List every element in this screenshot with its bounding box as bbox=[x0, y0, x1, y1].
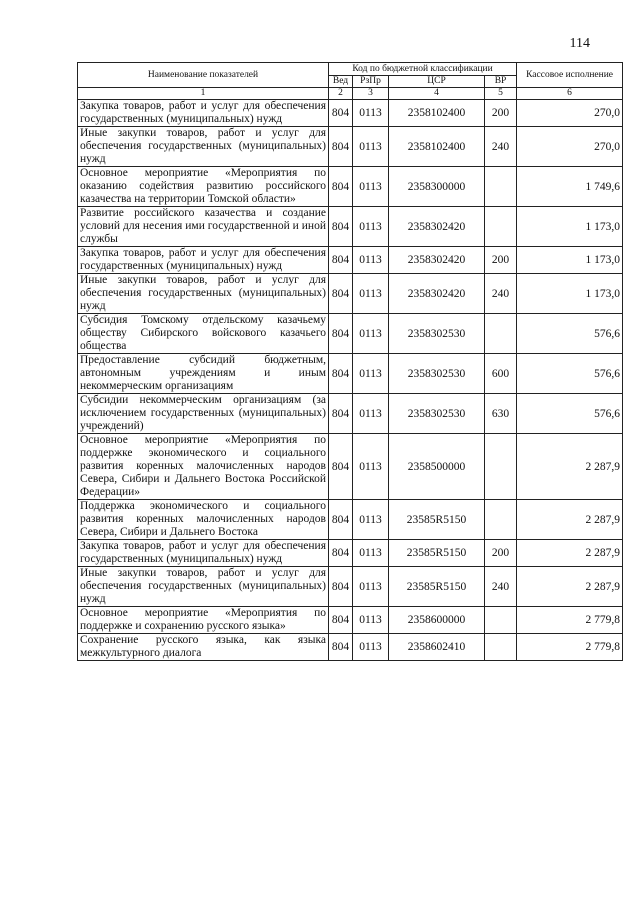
table-row bbox=[78, 207, 623, 247]
row-vr-cell bbox=[485, 207, 517, 247]
row-vr-cell: 240 bbox=[485, 127, 517, 167]
row-rzpr-cell: 0113 bbox=[353, 207, 389, 247]
row-rzpr-cell: 0113 bbox=[353, 127, 389, 167]
row-rzpr-cell: 0113 bbox=[353, 394, 389, 434]
table-row bbox=[78, 607, 623, 634]
row-csr-cell: 2358102400 bbox=[389, 127, 485, 167]
row-name-cell: Основное мероприятие «Мероприятия по поддержке экономического и социального развития коренных малочисленных народов Севера, Сибири и Дальнего Востока Российской Федерации» bbox=[78, 434, 329, 500]
header-name: Наименование показателей bbox=[78, 63, 329, 88]
header-cash-execution: Кассовое исполнение bbox=[517, 63, 623, 88]
row-amount-cell: 2 287,9 bbox=[517, 540, 623, 567]
header-vr: ВР bbox=[485, 76, 517, 88]
row-amount-cell: 2 779,8 bbox=[517, 607, 623, 634]
row-vr-cell: 200 bbox=[485, 100, 517, 127]
row-vr-cell: 200 bbox=[485, 247, 517, 274]
row-csr-cell: 2358600000 bbox=[389, 607, 485, 634]
row-rzpr-cell: 0113 bbox=[353, 354, 389, 394]
row-vr-cell: 630 bbox=[485, 394, 517, 434]
column-number: 3 bbox=[353, 88, 389, 100]
table-row bbox=[78, 127, 623, 167]
row-ved-cell: 804 bbox=[329, 540, 353, 567]
row-csr-cell: 2358300000 bbox=[389, 167, 485, 207]
row-vr-cell bbox=[485, 607, 517, 634]
row-ved-cell: 804 bbox=[329, 127, 353, 167]
budget-table bbox=[77, 62, 623, 661]
row-csr-cell: 2358602410 bbox=[389, 634, 485, 661]
row-rzpr-cell: 0113 bbox=[353, 247, 389, 274]
row-rzpr-cell: 0113 bbox=[353, 167, 389, 207]
row-csr-cell: 2358500000 bbox=[389, 434, 485, 500]
row-rzpr-cell: 0113 bbox=[353, 274, 389, 314]
row-ved-cell: 804 bbox=[329, 274, 353, 314]
column-number: 1 bbox=[78, 88, 329, 100]
row-amount-cell: 576,6 bbox=[517, 354, 623, 394]
row-vr-cell bbox=[485, 634, 517, 661]
table-row bbox=[78, 354, 623, 394]
row-ved-cell: 804 bbox=[329, 434, 353, 500]
row-vr-cell bbox=[485, 167, 517, 207]
row-amount-cell: 1 749,6 bbox=[517, 167, 623, 207]
row-rzpr-cell: 0113 bbox=[353, 434, 389, 500]
row-vr-cell: 600 bbox=[485, 354, 517, 394]
table-row bbox=[78, 634, 623, 661]
table-body bbox=[78, 100, 623, 661]
row-ved-cell: 804 bbox=[329, 354, 353, 394]
table-row bbox=[78, 274, 623, 314]
row-rzpr-cell: 0113 bbox=[353, 500, 389, 540]
row-ved-cell: 804 bbox=[329, 394, 353, 434]
header-budget-code: Код по бюджетной классификации bbox=[329, 63, 517, 76]
row-vr-cell bbox=[485, 434, 517, 500]
table-row bbox=[78, 567, 623, 607]
row-amount-cell: 270,0 bbox=[517, 100, 623, 127]
row-name-cell: Поддержка экономического и социального развития коренных малочисленных народов Севера, Сибири и Дальнего Востока bbox=[78, 500, 329, 540]
row-csr-cell: 2358302420 bbox=[389, 274, 485, 314]
row-name-cell: Субсидии некоммерческим организациям (за исключением государственных (муниципальных) учреждений) bbox=[78, 394, 329, 434]
row-name-cell: Закупка товаров, работ и услуг для обеспечения государственных (муниципальных) нужд bbox=[78, 100, 329, 127]
row-ved-cell: 804 bbox=[329, 167, 353, 207]
row-vr-cell bbox=[485, 500, 517, 540]
row-rzpr-cell: 0113 bbox=[353, 634, 389, 661]
row-rzpr-cell: 0113 bbox=[353, 567, 389, 607]
row-amount-cell: 270,0 bbox=[517, 127, 623, 167]
table-row bbox=[78, 394, 623, 434]
row-csr-cell: 2358102400 bbox=[389, 100, 485, 127]
table-row bbox=[78, 167, 623, 207]
row-rzpr-cell: 0113 bbox=[353, 314, 389, 354]
row-csr-cell: 23585R5150 bbox=[389, 567, 485, 607]
row-vr-cell: 240 bbox=[485, 567, 517, 607]
row-ved-cell: 804 bbox=[329, 634, 353, 661]
row-name-cell: Закупка товаров, работ и услуг для обеспечения государственных (муниципальных) нужд bbox=[78, 540, 329, 567]
row-ved-cell: 804 bbox=[329, 100, 353, 127]
row-csr-cell: 23585R5150 bbox=[389, 500, 485, 540]
column-number: 4 bbox=[389, 88, 485, 100]
row-name-cell: Субсидия Томскому отдельскому казачьему обществу Сибирского войскового казачьего общества bbox=[78, 314, 329, 354]
row-rzpr-cell: 0113 bbox=[353, 540, 389, 567]
row-vr-cell bbox=[485, 314, 517, 354]
row-name-cell: Основное мероприятие «Мероприятия по поддержке и сохранению русского языка» bbox=[78, 607, 329, 634]
row-vr-cell: 200 bbox=[485, 540, 517, 567]
row-name-cell: Иные закупки товаров, работ и услуг для обеспечения государственных (муниципальных) нужд bbox=[78, 127, 329, 167]
row-csr-cell: 2358302530 bbox=[389, 354, 485, 394]
row-amount-cell: 1 173,0 bbox=[517, 247, 623, 274]
row-name-cell: Основное мероприятие «Мероприятия по оказанию содействия развитию российского казачества на территории Томской области» bbox=[78, 167, 329, 207]
row-amount-cell: 1 173,0 bbox=[517, 207, 623, 247]
row-rzpr-cell: 0113 bbox=[353, 100, 389, 127]
page-number: 114 bbox=[569, 36, 590, 51]
header-ved: Вед bbox=[329, 76, 353, 88]
row-amount-cell: 576,6 bbox=[517, 394, 623, 434]
column-number: 5 bbox=[485, 88, 517, 100]
row-ved-cell: 804 bbox=[329, 314, 353, 354]
header-csr: ЦСР bbox=[389, 76, 485, 88]
row-name-cell: Иные закупки товаров, работ и услуг для обеспечения государственных (муниципальных) нужд bbox=[78, 567, 329, 607]
row-ved-cell: 804 bbox=[329, 500, 353, 540]
row-amount-cell: 2 287,9 bbox=[517, 500, 623, 540]
row-csr-cell: 23585R5150 bbox=[389, 540, 485, 567]
column-number: 2 bbox=[329, 88, 353, 100]
table-row bbox=[78, 247, 623, 274]
header-rzpr: РзПр bbox=[353, 76, 389, 88]
row-name-cell: Развитие российского казачества и создание условий для несения ими государственной и иной службы bbox=[78, 207, 329, 247]
row-amount-cell: 2 779,8 bbox=[517, 634, 623, 661]
row-ved-cell: 804 bbox=[329, 607, 353, 634]
table-row bbox=[78, 314, 623, 354]
column-number: 6 bbox=[517, 88, 623, 100]
row-amount-cell: 1 173,0 bbox=[517, 274, 623, 314]
row-csr-cell: 2358302530 bbox=[389, 314, 485, 354]
table-row bbox=[78, 540, 623, 567]
row-name-cell: Сохранение русского языка, как языка межкультурного диалога bbox=[78, 634, 329, 661]
table-row bbox=[78, 100, 623, 127]
row-ved-cell: 804 bbox=[329, 207, 353, 247]
row-name-cell: Закупка товаров, работ и услуг для обеспечения государственных (муниципальных) нужд bbox=[78, 247, 329, 274]
row-name-cell: Предоставление субсидий бюджетным, автономным учреждениям и иным некоммерческим организациям bbox=[78, 354, 329, 394]
table-row bbox=[78, 500, 623, 540]
row-ved-cell: 804 bbox=[329, 247, 353, 274]
row-amount-cell: 2 287,9 bbox=[517, 567, 623, 607]
row-csr-cell: 2358302420 bbox=[389, 247, 485, 274]
row-csr-cell: 2358302530 bbox=[389, 394, 485, 434]
table-row bbox=[78, 434, 623, 500]
row-amount-cell: 2 287,9 bbox=[517, 434, 623, 500]
row-csr-cell: 2358302420 bbox=[389, 207, 485, 247]
row-vr-cell: 240 bbox=[485, 274, 517, 314]
row-amount-cell: 576,6 bbox=[517, 314, 623, 354]
row-name-cell: Иные закупки товаров, работ и услуг для обеспечения государственных (муниципальных) нужд bbox=[78, 274, 329, 314]
row-ved-cell: 804 bbox=[329, 567, 353, 607]
row-rzpr-cell: 0113 bbox=[353, 607, 389, 634]
